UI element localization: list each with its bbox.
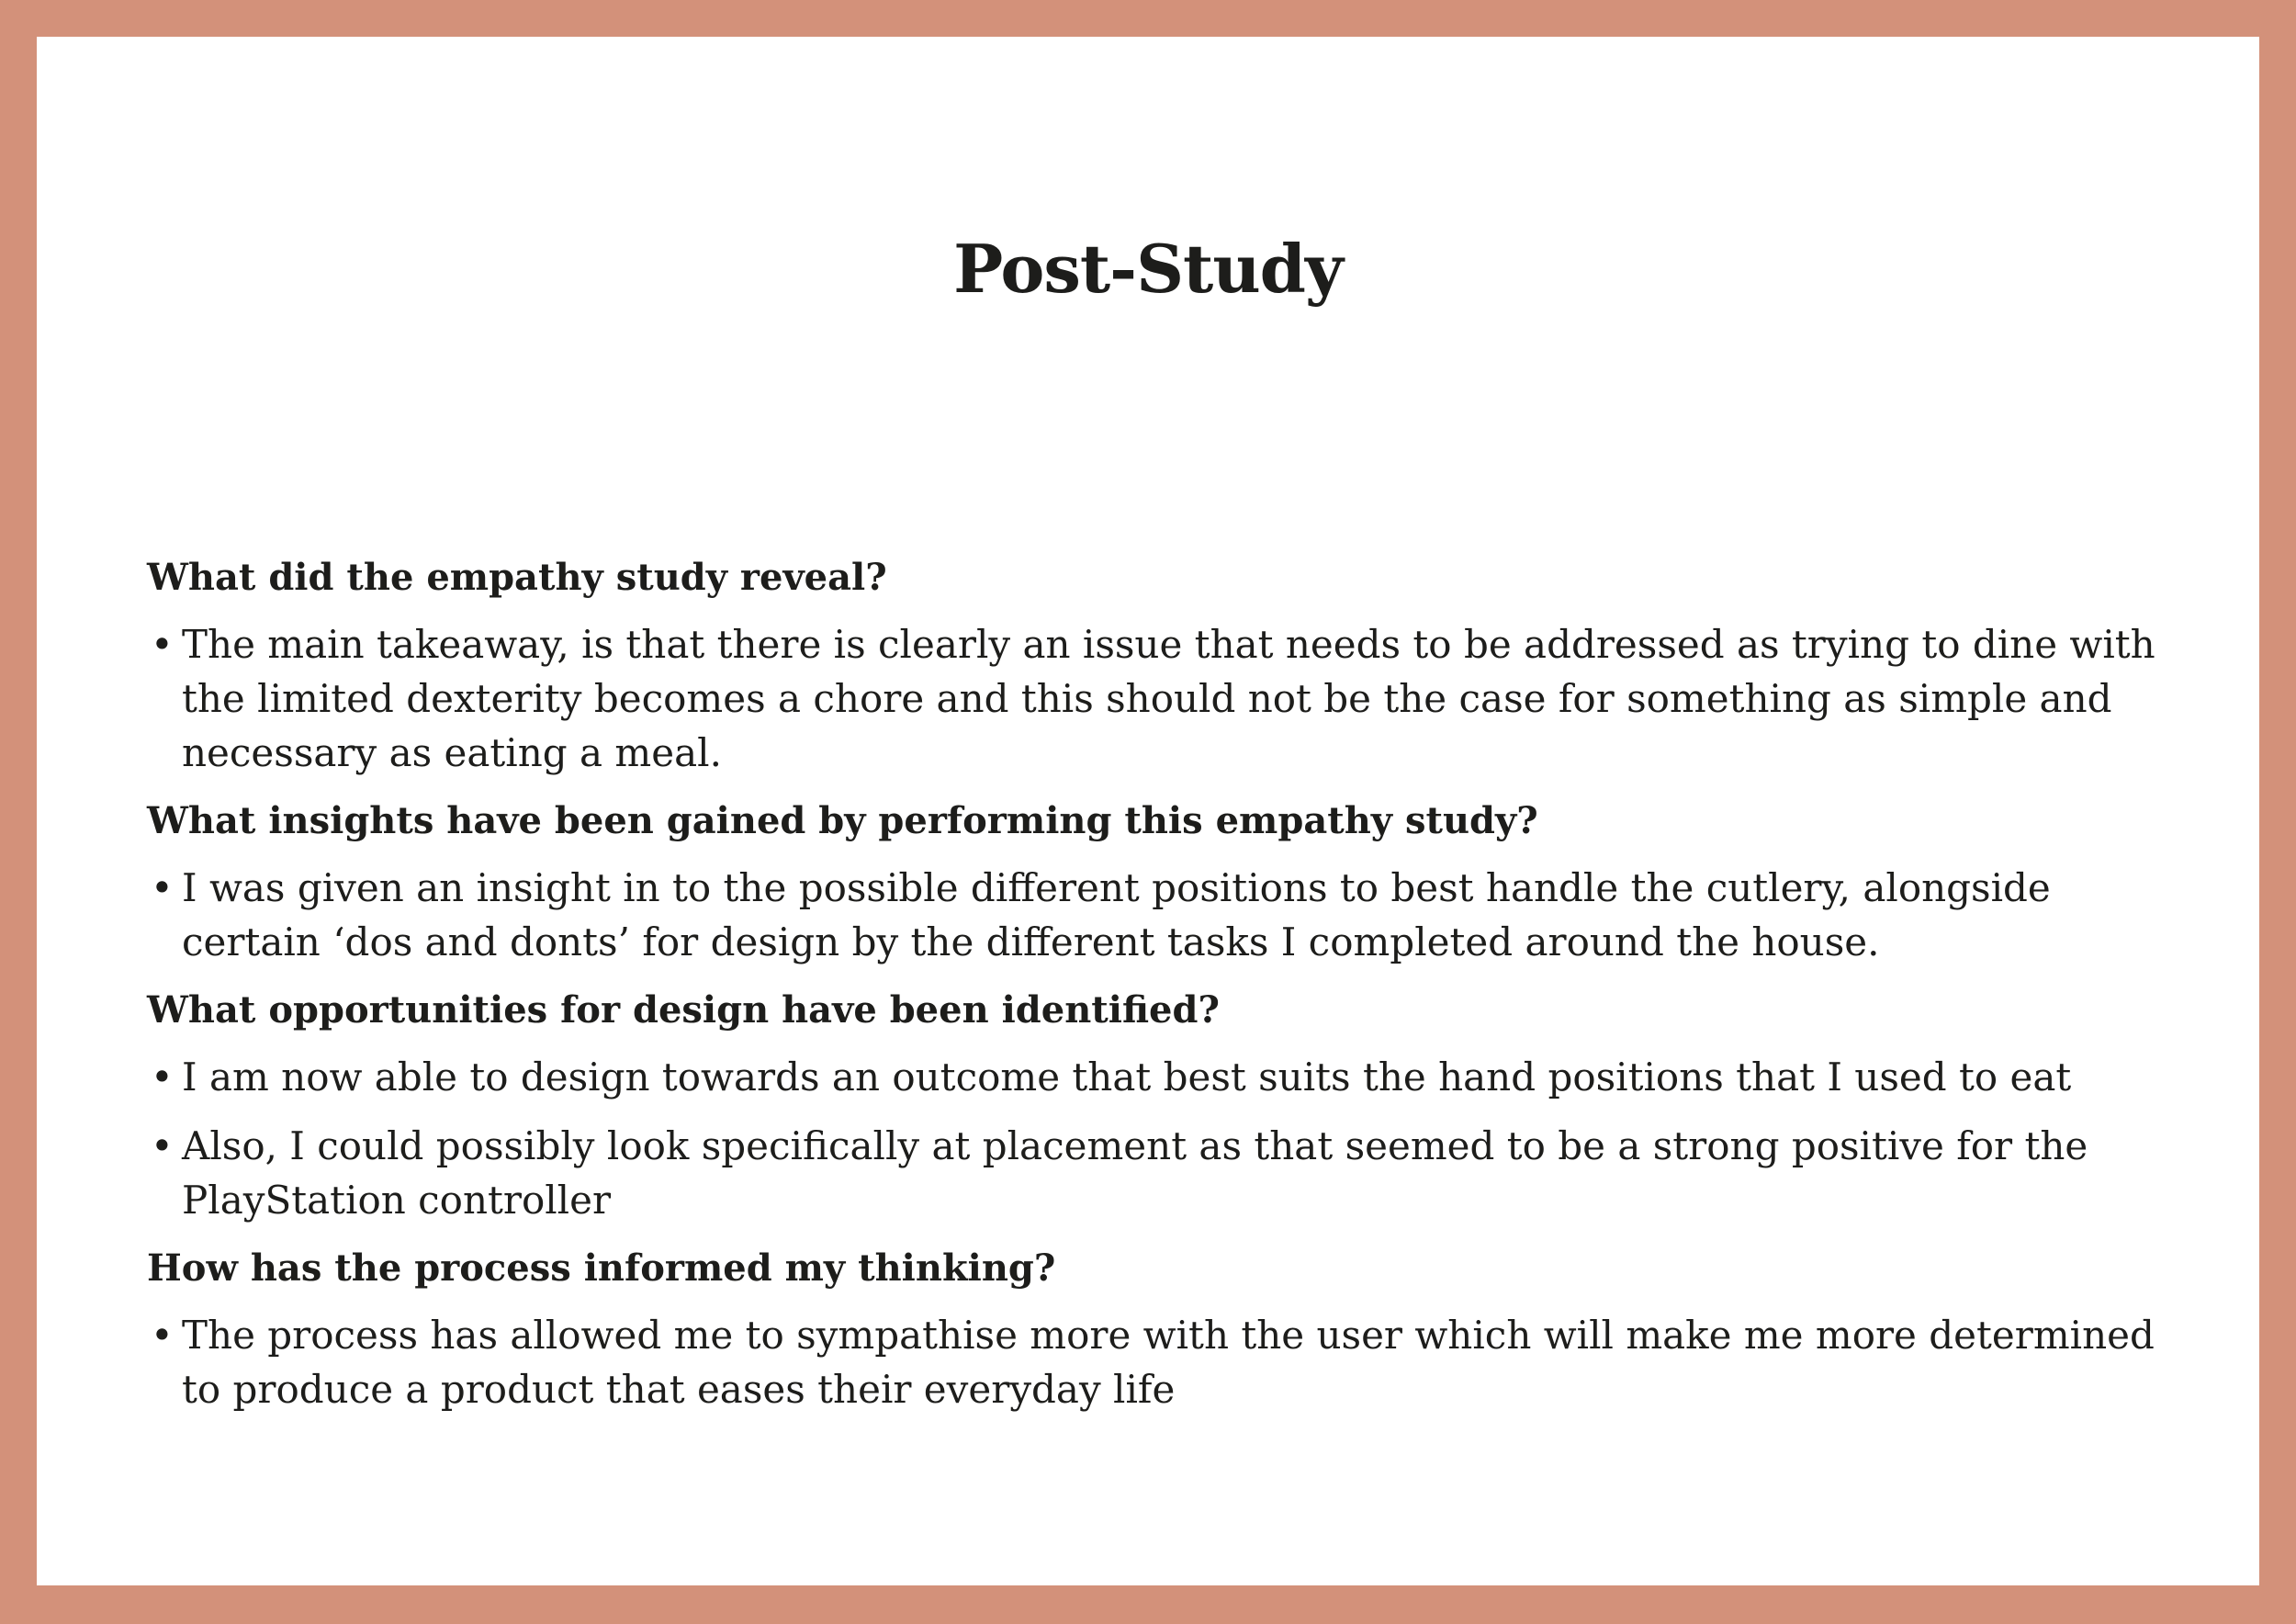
slide-page	[37, 37, 2259, 1585]
bullet-list	[147, 1308, 2186, 1416]
section-empathy-reveal	[147, 551, 2186, 780]
section-question: What opportunities for design have been identified?	[147, 988, 1220, 1032]
content-area	[147, 551, 2186, 1431]
section-question: How has the process informed my thinking?	[147, 1246, 1056, 1290]
section-question: What did the empathy study reveal?	[147, 556, 887, 599]
section-process-thinking	[147, 1242, 2186, 1416]
bullet-item	[147, 1119, 2186, 1227]
bullet-icon: •	[151, 1054, 174, 1100]
section-question: What insights have been gained by performing this empathy study?	[147, 799, 1538, 842]
bullet-item	[147, 861, 2186, 969]
page-title: Post-Study	[953, 230, 1343, 308]
bullet-item	[147, 1308, 2186, 1416]
bullet-text: Also, I could possibly look specifically at placement as that seemed to be a strong positive for the PlayStation controller	[182, 1123, 2088, 1223]
bullet-icon: •	[151, 1123, 174, 1168]
bullet-text: I was given an insight in to the possible different positions to best handle the cutlery, alongside certain ‘dos and donts’ for design by the different tasks I completed around the house.	[182, 865, 2051, 964]
bullet-icon: •	[151, 865, 174, 910]
bullet-icon: •	[151, 1313, 174, 1358]
bullet-text: The main takeaway, is that there is clearly an issue that needs to be addressed as trying to dine with the limited dexterity becomes a chore and this should not be the case for something as simple and necessary as eating a meal.	[182, 622, 2155, 775]
bullet-icon: •	[151, 622, 174, 667]
bullet-text: I am now able to design towards an outcome that best suits the hand positions that I used to eat	[182, 1054, 2072, 1100]
bullet-text: The process has allowed me to sympathise more with the user which will make me more determined to produce a product that eases their everyday life	[182, 1313, 2155, 1412]
section-design-opportunities	[147, 984, 2186, 1227]
section-insights-gained	[147, 795, 2186, 969]
bullet-item	[147, 1050, 2186, 1104]
bullet-list	[147, 1050, 2186, 1227]
bullet-list	[147, 861, 2186, 969]
bullet-list	[147, 617, 2186, 780]
bullet-item	[147, 617, 2186, 780]
